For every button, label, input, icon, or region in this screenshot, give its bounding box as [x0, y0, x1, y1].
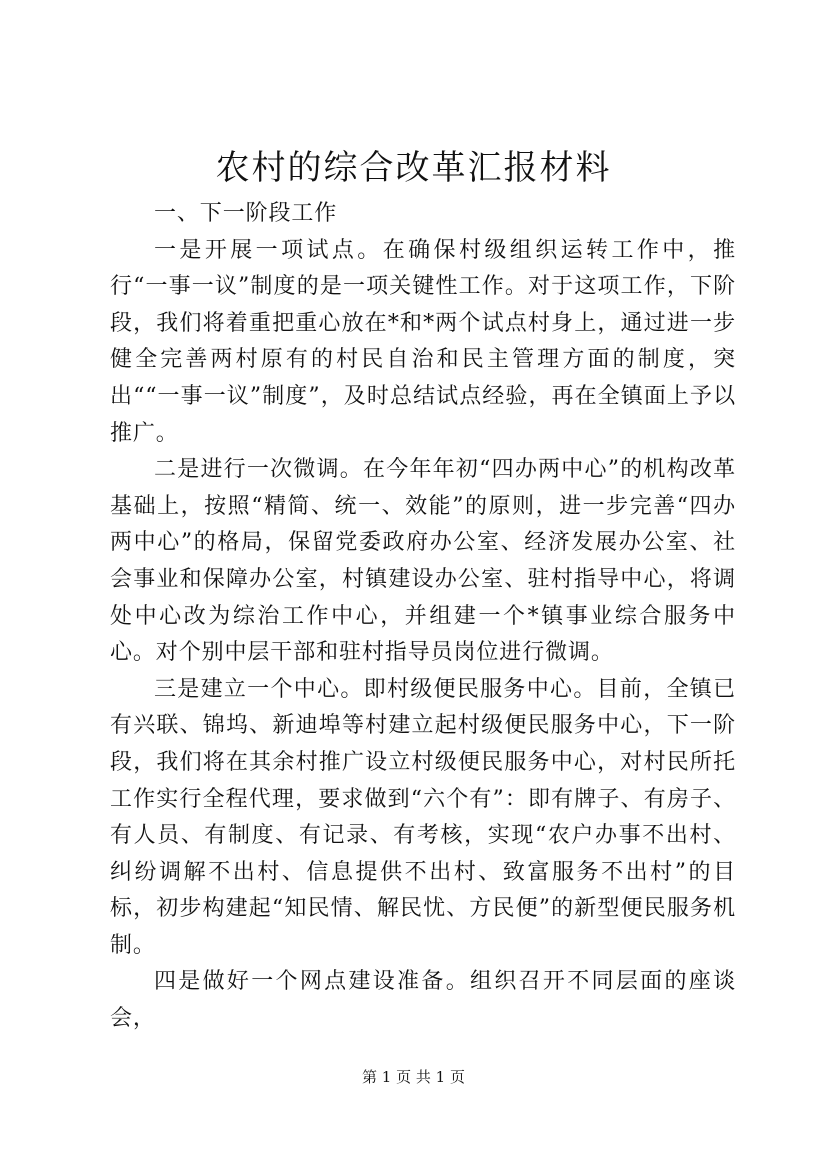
paragraph-adjustment: 二是进行一次微调。在今年年初“四办两中心”的机构改革基础上，按照“精简、统一、效能”的原则，进一步完善“四办两中心”的格局，保留党委政府办公室、经济发展办公室、社会事业和保障办公室，村镇建设办公室、驻村指导中心，将调处中心改为综治工作中心，并组建一个*镇事业综合服务中心。对个别中层干部和驻村指导员岗位进行微调。: [110, 457, 736, 666]
paragraph-network-prep: 四是做好一个网点建设准备。组织召开不同层面的座谈会，: [110, 969, 736, 1032]
document-body: [110, 196, 736, 1038]
paragraph-pilot: 一是开展一项试点。在确保村级组织运转工作中，推行“一事一议”制度的是一项关键性工作。对于这项工作，下阶段，我们将着重把重心放在*和*两个试点村身上，通过进一步健全完善两村原有的村民自治和民主管理方面的制度，突出““一事一议”制度”，及时总结试点经验，再在全镇面上予以推广。: [110, 237, 736, 446]
document-title: 农村的综合改革汇报材料: [215, 148, 612, 188]
page-footer: 第 1 页 共 1 页: [362, 1068, 465, 1086]
paragraph-service-center: 三是建立一个中心。即村级便民服务中心。目前，全镇已有兴联、锦坞、新迪埠等村建立起村级便民服务中心，下一阶段，我们将在其余村推广设立村级便民服务中心，对村民所托工作实行全程代理，要求做到“六个有”：即有牌子、有房子、有人员、有制度、有记录、有考核，实现“农户办事不出村、纠纷调解不出村、信息提供不出村、致富服务不出村”的目标，初步构建起“知民情、解民忧、方民便”的新型便民服务机制。: [110, 676, 736, 958]
section-heading: 一、下一阶段工作: [154, 201, 338, 226]
